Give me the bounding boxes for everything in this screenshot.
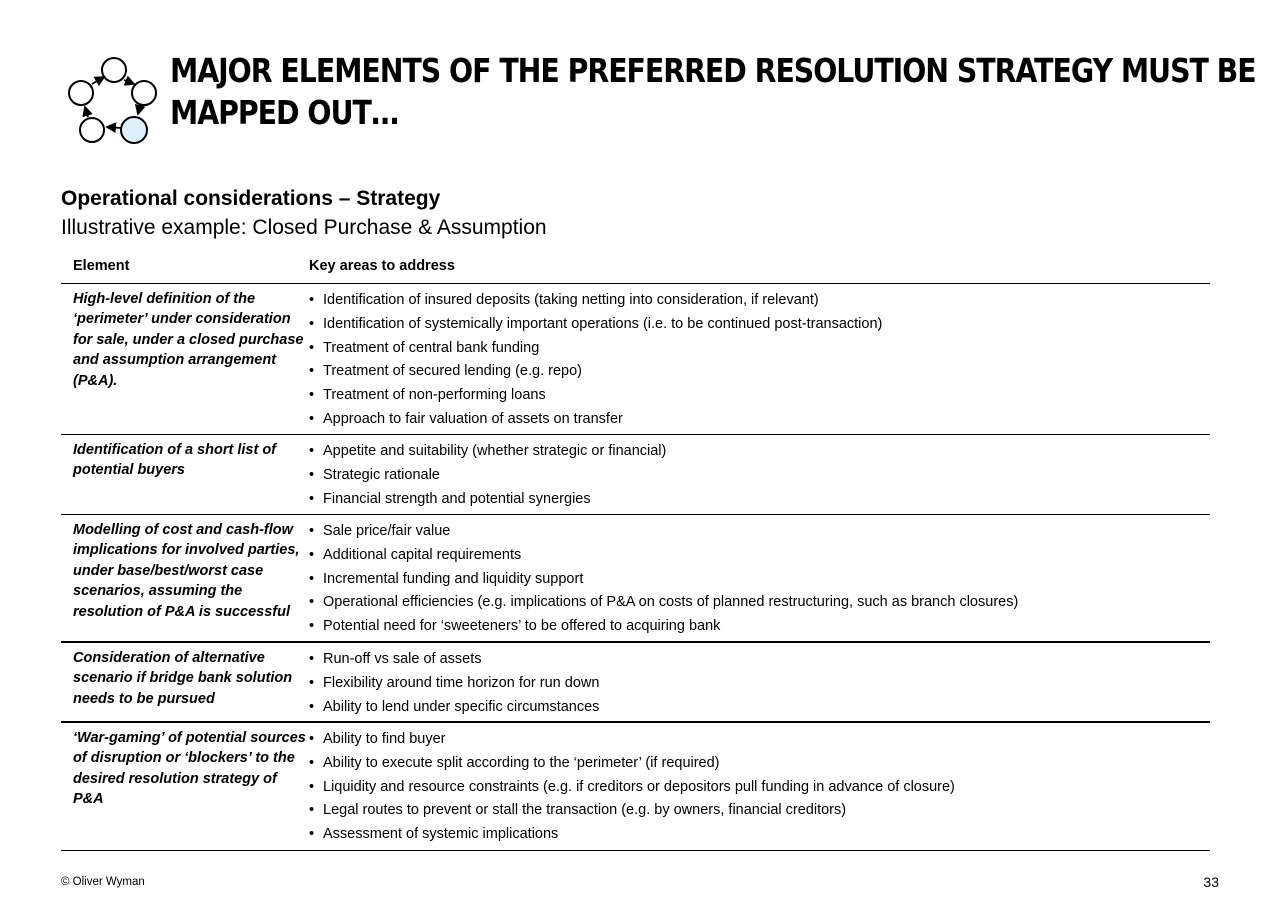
copyright-text: © Oliver Wyman	[61, 876, 145, 888]
key-areas-list	[309, 643, 1210, 719]
list-item: • Incremental funding and liquidity support	[309, 568, 1210, 592]
list-item: • Strategic rationale	[309, 464, 1210, 488]
list-item: • Run-off vs sale of assets	[309, 648, 1210, 672]
section-subheading: Illustrative example: Closed Purchase & Assumption	[61, 216, 547, 239]
list-item: • Ability to execute split according to the ‘perimeter’ (if required)	[309, 752, 1210, 776]
title-line-2: MAPPED OUT…	[170, 93, 399, 132]
list-item: • Legal routes to prevent or stall the transaction (e.g. by owners, financial creditors)	[309, 799, 1210, 823]
list-item: • Flexibility around time horizon for run down	[309, 672, 1210, 696]
list-item: • Sale price/fair value	[309, 520, 1210, 544]
key-areas-list	[309, 284, 1210, 432]
key-areas-list	[309, 515, 1210, 639]
strategy-table	[61, 257, 1210, 851]
table-row	[61, 435, 1210, 515]
row-element: High-level definition of the ‘perimeter’ under consideration for sale, under a closed purchase and assumption arrangement (P&A).	[73, 291, 304, 389]
list-item: • Liquidity and resource constraints (e.g. if creditors or depositors pull funding in advance of closure)	[309, 776, 1210, 800]
key-areas-list	[309, 723, 1210, 847]
column-header-element: Element	[73, 258, 130, 274]
cycle-diagram-icon	[62, 50, 162, 150]
list-item: • Operational efficiencies (e.g. implications of P&A on costs of planned restructuring, such as branch closures)	[309, 591, 1210, 615]
table-row	[61, 723, 1210, 851]
row-element: Consideration of alternative scenario if bridge bank solution needs to be pursued	[73, 650, 293, 707]
table-row	[61, 643, 1210, 723]
page-number: 33	[1203, 874, 1219, 890]
table-row	[61, 284, 1210, 435]
row-element: Modelling of cost and cash-flow implications for involved parties, under base/best/worst case scenarios, assuming the resolution of P&A is successful	[73, 522, 300, 620]
section-heading: Operational considerations – Strategy	[61, 187, 441, 210]
table-row	[61, 515, 1210, 643]
row-element: Identification of a short list of potential buyers	[73, 442, 276, 479]
key-areas-list	[309, 435, 1210, 511]
list-item: • Appetite and suitability (whether strategic or financial)	[309, 440, 1210, 464]
list-item: • Treatment of secured lending (e.g. repo)	[309, 360, 1210, 384]
list-item: • Ability to lend under specific circumstances	[309, 696, 1210, 720]
page-title	[170, 50, 1256, 134]
column-header-key-areas: Key areas to address	[309, 258, 455, 274]
table-header	[61, 257, 1210, 284]
list-item: • Identification of systemically important operations (i.e. to be continued post-transaction)	[309, 313, 1210, 337]
list-item: • Assessment of systemic implications	[309, 823, 1210, 847]
list-item: • Ability to find buyer	[309, 728, 1210, 752]
list-item: • Identification of insured deposits (taking netting into consideration, if relevant)	[309, 289, 1210, 313]
slide-header	[62, 50, 1256, 150]
list-item: • Approach to fair valuation of assets on transfer	[309, 408, 1210, 432]
title-line-1: MAJOR ELEMENTS OF THE PREFERRED RESOLUTION STRATEGY MUST BE	[170, 51, 1256, 90]
list-item: • Potential need for ‘sweeteners’ to be offered to acquiring bank	[309, 615, 1210, 639]
list-item: • Financial strength and potential synergies	[309, 488, 1210, 512]
row-element: ‘War-gaming’ of potential sources of disruption or ‘blockers’ to the desired resolution strategy of P&A	[73, 730, 306, 808]
list-item: • Treatment of central bank funding	[309, 337, 1210, 361]
list-item: • Treatment of non-performing loans	[309, 384, 1210, 408]
list-item: • Additional capital requirements	[309, 544, 1210, 568]
